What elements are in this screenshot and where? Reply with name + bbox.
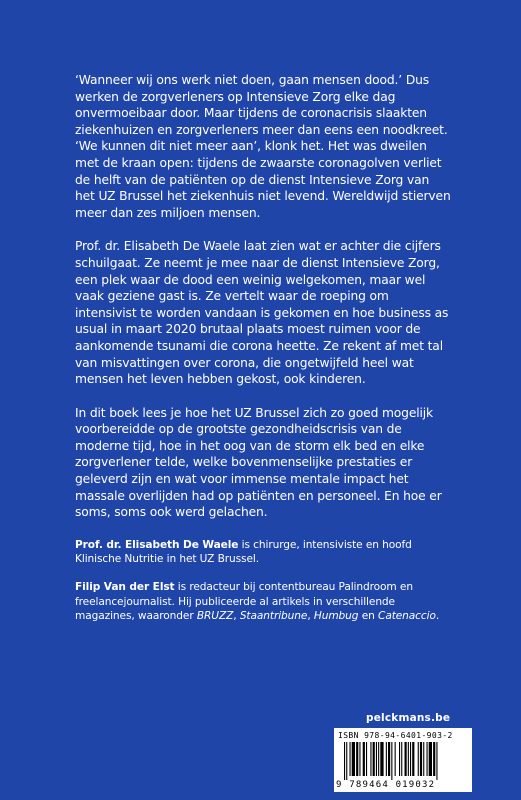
magazine-1: BRUZZ bbox=[196, 610, 234, 623]
barcode-box bbox=[334, 728, 472, 792]
separator: , bbox=[307, 610, 314, 623]
separator: , bbox=[233, 610, 240, 623]
barcode-bar bbox=[386, 742, 387, 776]
barcode-bar bbox=[391, 742, 392, 780]
barcode-bar bbox=[373, 742, 375, 776]
author-bio-2 bbox=[75, 580, 451, 624]
author-bios bbox=[75, 538, 451, 624]
barcode-bar bbox=[412, 742, 414, 776]
barcode-bar bbox=[405, 742, 407, 776]
barcode-bar bbox=[423, 742, 424, 776]
barcode-bar bbox=[395, 742, 396, 776]
period: . bbox=[435, 610, 440, 623]
barcode-bar bbox=[418, 742, 419, 776]
barcode-bar bbox=[399, 742, 400, 776]
back-cover-text bbox=[75, 72, 451, 637]
barcode-bar bbox=[346, 742, 347, 780]
barcode-icon bbox=[344, 742, 464, 780]
blurb-paragraph-3: In dit boek lees je hoe het UZ Brussel zich zo goed mogelijk voorbereidde op de grootste gezondheidscrisis van de moderne tijd, hoe in het oog van de storm elk bed en elke zorgverlener telde, welke bovenmenselijke prestaties er geleverd zijn en wat voor immense mentale impact het massale overlijden had op patiënten en personeel. En hoe er soms, soms ook werd gelachen. bbox=[75, 405, 442, 520]
author-1-name: Prof. dr. Elisabeth De Waele bbox=[75, 538, 239, 551]
barcode-bar bbox=[352, 742, 355, 776]
barcode-bar bbox=[408, 742, 409, 776]
blurb-paragraph-2: Prof. dr. Elisabeth De Waele laat zien wat er achter die cijfers schuilgaat. Ze neemt je mee naar de dienst Intensieve Zorg, een plek waar de dood een weinig welgekomen, maar wel vaak geziene gast is. Ze vertelt waar de roeping om intensivist te worden vandaan is gekomen en hoe business as usual in maart 2020 brutaal plaats moest ruimen voor de aankomende tsunami die corona heette. Ze rekent af met tal van misvattingen over corona, die ongetwijfeld heel wat mensen het leven hebben gekost, ook kinderen. bbox=[75, 239, 449, 387]
barcode-bar bbox=[436, 742, 437, 780]
barcode-bar bbox=[388, 742, 390, 776]
separator: en bbox=[358, 610, 379, 623]
magazine-2: Staantribune bbox=[239, 610, 308, 623]
barcode-bar bbox=[370, 742, 371, 776]
barcode-bar bbox=[344, 742, 345, 780]
barcode-bar bbox=[350, 742, 351, 776]
barcode-bar bbox=[356, 742, 358, 776]
barcode-bar bbox=[359, 742, 360, 776]
barcode-bar bbox=[433, 742, 435, 776]
barcode-bar bbox=[366, 742, 367, 776]
barcode-bar bbox=[401, 742, 402, 776]
barcode-bar bbox=[427, 742, 428, 776]
barcode-bar bbox=[429, 742, 432, 776]
publisher-url: pelckmans.be bbox=[366, 712, 451, 724]
author-1-description: is chirurge, intensiviste en hoofd Klinische Nutritie in het UZ Brussel. bbox=[75, 538, 412, 566]
ean-digits: 9 789464 019032 bbox=[336, 780, 436, 790]
blurb-paragraph-1: ‘Wanneer wij ons werk niet doen, gaan mensen dood.’ Dus werken de zorgverleners op Intensieve Zorg elke dag onvermoeibaar door. Maar tijdens de coronacrisis slaakten ziekenhuizen en zorgverleners meer dan eens een noodkreet. ‘We kunnen dit niet meer aan’, klonk het. Het was dweilen met de kraan open: tijdens de zwaarste coronagolven verliet de helft van de patiënten op de dienst Intensieve Zorg van het UZ Brussel het ziekenhuis niet levend. Wereldwijd stierven meer dan zes miljoen mensen. bbox=[75, 73, 451, 220]
isbn-label: ISBN 978-94-6401-903-2 bbox=[338, 731, 453, 740]
barcode-bar bbox=[378, 742, 379, 776]
barcode-bar bbox=[380, 742, 383, 776]
barcode-bar bbox=[363, 742, 365, 776]
magazine-4: Catenaccio bbox=[378, 610, 436, 623]
author-bio-1 bbox=[75, 538, 451, 567]
author-2-description: is redacteur bij contentbureau Palindroom en freelancejournalist. Hij publiceerde al artikels in verschillende magazines, waaronder bbox=[75, 581, 413, 623]
magazine-3: Humbug bbox=[313, 610, 359, 623]
barcode-bar bbox=[410, 742, 411, 776]
author-2-name: Filip Van der Elst bbox=[75, 581, 175, 594]
barcode-bar bbox=[376, 742, 377, 776]
barcode-bar bbox=[420, 742, 422, 776]
